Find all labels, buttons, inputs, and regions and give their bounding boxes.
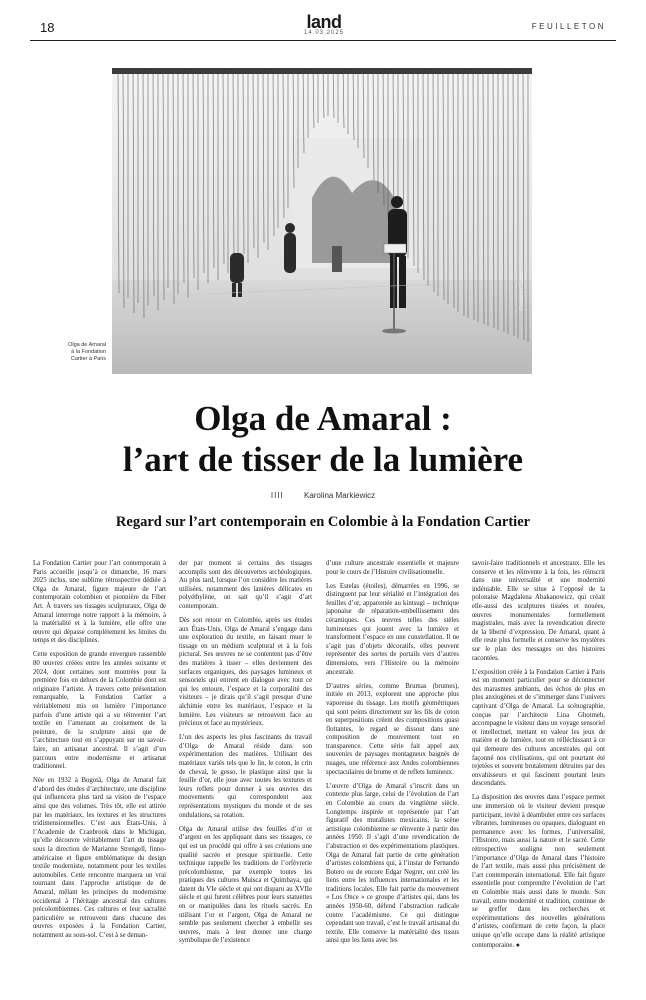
article-title (40, 398, 606, 480)
title-line-2: l’art de tisser de la lumière (122, 440, 524, 479)
text-column-1 (33, 560, 166, 946)
paragraph: L’œuvre d’Olga de Amaral s’inscrit dans un contexte plus large, celui de l’évolution de l’art en Colombie au cours du vingtième siècle. Longtemps inspirée et représentée par l’art figuratif des muralistes mexicains, la scène artistique colombienne se réinvente à partir des années 1950. Il s’agit d’une revendication de l’abstraction et des expérimentations plastiques. Olga de Amaral fait partie de cette génération d’artistes colombiens qui, à l’instar de Fernando Botero ou de encore Edgar Negret, ont créé les liens entre les influences internationales et les traditions locales. Elle fait partie du mouvement « Los Once » ce groupe d’artistes qui, dans les années 1950-60, défend l’abstraction radicale contre l’académisme. Ce qui distingue cependant son travail, c’est le travail artisanal du textile. Elle conserve la matérialité des tissus ainsi que les liens avec les (326, 782, 459, 945)
issue-date: 14.03.2025 (304, 30, 345, 36)
page-number: 18 (40, 20, 55, 35)
paragraph-final (472, 794, 605, 950)
paragraph: d’une culture ancestrale essentielle et majeure pour le cours de l’Histoire civilisationnelle. (326, 560, 459, 576)
byline (40, 491, 606, 500)
text-column-2 (179, 560, 312, 952)
header-divider (30, 40, 616, 41)
end-mark: ● (515, 940, 521, 949)
paragraph: L’exposition créée à la Fondation Cartier à Paris est un moment particulier pour se déconnecter des marasmes ambiants, des échos de plus en plus anxiogènes et de s’immerger dans l’univers captivant d’Olga de Amaral. La scénographie, conçue par l’architecte Lina Ghotmeh, accompagne le visiteur dans un voyage sensoriel et intellectuel, mettant en valeur les jeux de matière et de lumière, tout en réfléchissant à ce qui demeure des cultures ancestrales qui ont façonné nos civilisations, qui ont pourtant été rejetées et souvent brutalement détruites par des envahisseurs et qui fascinent pourtant leurs descendants. (472, 668, 605, 788)
paragraph: Olga de Amaral utilise des feuilles d’or et d’argent en les appliquant dans ses tissages, ce qui est un procédé qui offre à ses créations une qualité sacrée et presque spirituelle. Cette technique rappelle les traditions de l’orfèvrerie précolombienne, par exemple toutes les pratiques des cultures Muisca et Quimbaya, qui datent du VIe siècle et qui ont disparu au XVIIe siècle et qui furent célèbres pour leurs statuettes en or manipulées dans les rituels sacrés. En utilisant l’or et l’argent, Olga de Amaral ne semble pas seulement chercher à embellir ses œuvres, mais à leur donner une charge symbolique de l’existence (179, 825, 312, 945)
publication-logo (304, 14, 344, 36)
logo-name: land (306, 12, 342, 32)
installation-photo-illustration (112, 68, 532, 374)
paragraph-text: La disposition des œuvres dans l’espace permet une immersion où le visiteur devient presque participant, invité à déambuler entre ces surfaces vibrantes, lumineuses ou opaques, dialoguant en permanence avec les formes, l’universalité, l’Histoire, mais aussi la nature et le sacré. Cette rétrospective souligne non seulement l’importance d’Olga de Amaral dans l’histoire de l’art textile, mais aussi plus précisément de l’art contemporain international. Elle fait figure essentielle pour comprendre l’évolution de l’art en Colombie mais aussi dans le monde. Son travail, entre modernité et tradition, continue de se greffer dans les recherches et expérimentations des nouvelles générations d’artistes, confirmant de cette façon, la place unique qu’elle occupe dans la réalité artistique contemporaine. (472, 794, 605, 949)
article-lead: Regard sur l’art contemporain en Colombie à la Fondation Cartier (115, 514, 531, 530)
paragraph: Dès son retour en Colombie, après ses études aux États-Unis, Olga de Amaral s’engage dans une exploration du textile, en faisant muer le tissage en un médium sculptural et à la fois pictural. Ses œuvres ne se contentent pas d’être des matières à tisser – elles deviennent des surfaces organiques, des paysages lumineux et sensoriels qui entrent en dialogue avec tout ce qui les entoure, l’espace et la corporalité des visiteurs – je dirais qu’il s’agit presque d’une alchimie entre les matériaux, l’espace et la lumière. Les visiteurs se retrouvent face au précieux et face au mystérieux. (179, 617, 312, 728)
paragraph: Née en 1932 à Bogotá, Olga de Amaral fait d’abord des études d’architecture, une discipline qui influencera plus tard sa vision de l’espace ainsi que des volumes. Très tôt, elle est attirée par les matériaux, les textures et les structures tridimensionnelles. C’est aux États-Unis, à l’Academie de Cranbrook dans le Michigan, qu’elle découvre véritablement l’art du tissage sous la direction de Marianne Strengell, finno-américaine et figure emblématique du design textile moderniste, notamment pour les textiles automobiles. Cette rencontre marquera un vrai tournant dans l’approche artistique de de Amaral, mêlant les principes du modernisme occidental à l’héritage ancestral des cultures précolombiennes. Ces cultures et leur sacralité particulière se retrouvent dans chacune des œuvres exposées à la Fondation Cartier, notamment au sous-sol. C’est à se deman- (33, 777, 166, 939)
section-label: FEUILLETON (531, 22, 606, 31)
paragraph: L’un des aspects les plus fascinants du travail d’Olga de Amaral réside dans son expérimentation des matières. Utilisant des matériaux variés tels que le lin, le coton, le crin de cheval, le gesso, le plastique ainsi que la feuille d’or, elle joue avec toutes les textures et leurs reflets pour donner à ses œuvres des mouvements qui correspondent aux représentations mystiques du monde et de ses ondulations, sa rotation. (179, 734, 312, 819)
paragraph: D’autres séries, comme Brumas (brumes), initiée en 2013, explorent une approche plus vaporeuse du tissage. Les motifs géométriques qui sont peints directement sur les fils de coton en superpositions créent des compositions quasi flottantes, le regard se dissout dans une composition de mouvement tout en transparence. Cette série fait appel aux souvenirs de paysages montagneux baignés de nuages, une référence aux Andes colombiennes spectaculaires de brume et de reflets lumineux. (326, 682, 459, 776)
text-column-4 (472, 560, 605, 956)
photo-caption: Olga de Amaral à la Fondation Cartier à Paris (68, 342, 106, 362)
paragraph: savoir-faire traditionnels et ancestraux. Elle les conserve et les réinvente à la fois, les réinscrit dans une universalité et une modernité indéniable. Elle se situe à l’opposé de la polonaise Magdalena Abakanowicz, qui créait elle-aussi des sculptures tissées et nouées, œuvres monumentales formellement magistrales, mais avec la revendication directe de la liberté d’expression. De Amaral, quant à elle reste plus formelle et conserve les mystères sur le plan des messages ou des histoires racontées. (472, 560, 605, 662)
photo-credit: Fondation Cartier (519, 271, 525, 310)
paragraph: Cette exposition de grande envergure rassemble 80 œuvres créées entre les années soixante et 2024, dont certaines sont montrées pour la première fois en dehors de la Colombie dont est originaire l’artiste. À travers cette présentation remarquable, la Fondation Cartier a véritablement mis en lumière l’importance parfois d’une artiste qui a su réinventer l’art textile en l’amenant au croisement de la peinture, de la sculpture ainsi que de l’architecture tout en s’appuyant sur un savoir-faire, un artisanat ancestral. Il s’agit d’un parcours entre modernisme et artisanat traditionnel. (33, 651, 166, 771)
article-photo (112, 68, 532, 374)
paragraph: La Fondation Cartier pour l’art contemporain à Paris accueille jusqu’à ce dimanche, 16 mars 2025 inclus, une sublime rétrospective dédiée à Olga de Amaral, figure majeure de l’art contemporain colombien et pionnière du Fiber Art. À travers ses tissages sculpturaux, Olga de Amaral interroge notre rapport à la mémoire, à la matérialité et à la lumière, elle offre une œuvre qui dépasse complètement les limites du temps et des disciplines. (33, 560, 166, 645)
text-column-3 (326, 560, 459, 952)
author-name: Karolina Markiewicz (303, 491, 376, 500)
paragraph: der par moment si certains des tissages accomplis sont des découvertes archéologiques. Au plus tard, lorsque l’on considère les matières utilisées, notamment des lanières délicates en polyéthylène, on sait qu’il s’agit d’art contemporain. (179, 560, 312, 610)
title-line-1: Olga de Amaral : (194, 399, 452, 438)
paragraph: Les Estelas (étoiles), démarrées en 1996, se distinguent par leur sérialité et l’intégration des feuilles d’or, apparentée au kintsugi – technique japonaise de réparation-embellissement des céramiques. Ces œuvres telles des stèles lumineuses qui jouent avec la lumière et transforment l’espace en une constellation. Il ne s’agit pas d’objets décoratifs, elles peuvent représenter des sortes de portails vers d’autres dimensions, vers l’Histoire ou la mémoire ancestrale. (326, 582, 459, 676)
byline-marks: IIII (270, 491, 284, 500)
